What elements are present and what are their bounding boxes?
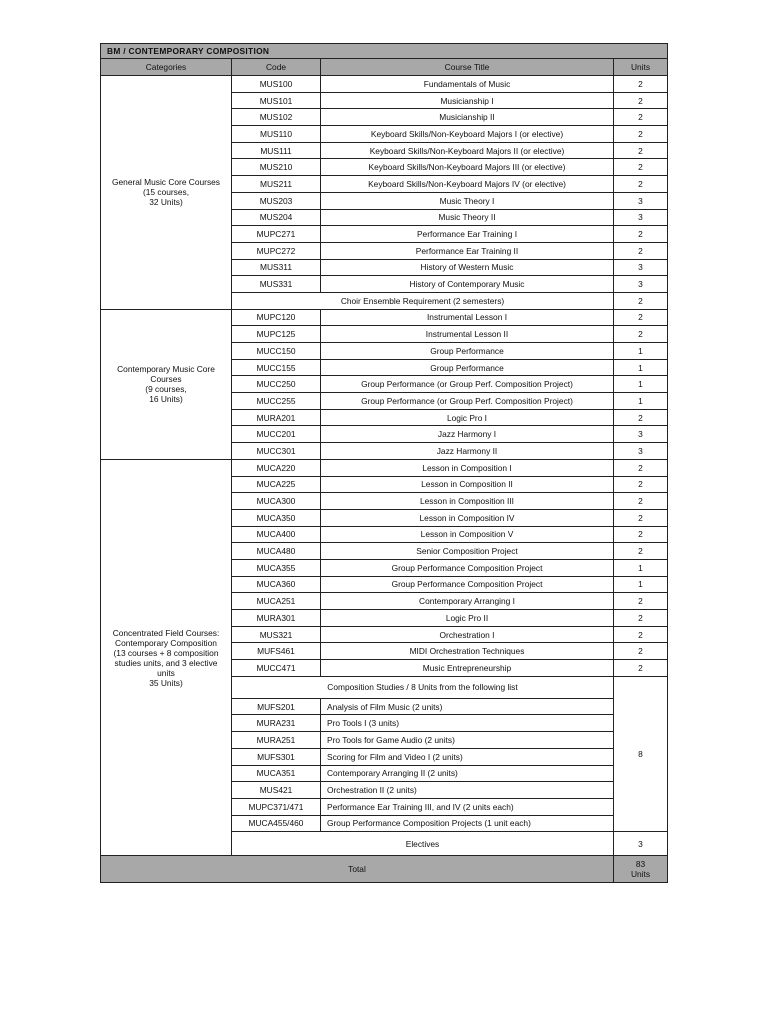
course-title: Keyboard Skills/Non-Keyboard Majors III (or elective) bbox=[321, 159, 614, 176]
course-units: 1 bbox=[614, 576, 668, 593]
course-units: 2 bbox=[614, 643, 668, 660]
course-units: 2 bbox=[614, 409, 668, 426]
course-code: MUS331 bbox=[232, 276, 321, 293]
course-code: MUS203 bbox=[232, 192, 321, 209]
course-title: History of Western Music bbox=[321, 259, 614, 276]
header-units: Units bbox=[614, 59, 668, 76]
course-title: Lesson in Composition II bbox=[321, 476, 614, 493]
total-units-line: Units bbox=[630, 869, 651, 880]
composition-studies-heading: Composition Studies / 8 Units from the following list bbox=[232, 676, 614, 698]
course-code: MUS110 bbox=[232, 126, 321, 143]
header-categories: Categories bbox=[101, 59, 232, 76]
course-title: History of Contemporary Music bbox=[321, 276, 614, 293]
course-units: 2 bbox=[614, 92, 668, 109]
course-code: MUCA360 bbox=[232, 576, 321, 593]
total-label: Total bbox=[101, 856, 614, 883]
course-units: 2 bbox=[614, 526, 668, 543]
course-title: Lesson in Composition III bbox=[321, 493, 614, 510]
course-units: 2 bbox=[614, 593, 668, 610]
category-line: 35 Units) bbox=[149, 677, 183, 688]
course-units: 1 bbox=[614, 559, 668, 576]
composition-studies-units: 8 bbox=[614, 676, 668, 832]
category-line: Courses bbox=[150, 374, 182, 385]
table-title-row bbox=[101, 44, 668, 59]
course-code: MURA231 bbox=[232, 715, 321, 732]
course-title: Group Performance bbox=[321, 359, 614, 376]
course-code: MUCA300 bbox=[232, 493, 321, 510]
course-title: Orchestration II (2 units) bbox=[321, 782, 614, 799]
course-code: MUCA355 bbox=[232, 559, 321, 576]
category-label bbox=[101, 309, 232, 459]
header-row bbox=[101, 59, 668, 76]
course-title: Musicianship I bbox=[321, 92, 614, 109]
course-title: Keyboard Skills/Non-Keyboard Majors I (or elective) bbox=[321, 126, 614, 143]
course-title: Music Entrepreneurship bbox=[321, 660, 614, 677]
course-title: Music Theory II bbox=[321, 209, 614, 226]
course-code: MURA301 bbox=[232, 610, 321, 627]
course-title: Keyboard Skills/Non-Keyboard Majors II (or elective) bbox=[321, 142, 614, 159]
category-line: units bbox=[157, 667, 175, 678]
course-title: Contemporary Arranging I bbox=[321, 593, 614, 610]
category-line: 16 Units) bbox=[149, 394, 183, 405]
course-code: MUFS301 bbox=[232, 748, 321, 765]
course-code: MUCA400 bbox=[232, 526, 321, 543]
course-units: 1 bbox=[614, 359, 668, 376]
table-row bbox=[101, 309, 668, 326]
course-code: MUPC272 bbox=[232, 242, 321, 259]
course-title: Orchestration I bbox=[321, 626, 614, 643]
course-title: Contemporary Arranging II (2 units) bbox=[321, 765, 614, 782]
course-units: 2 bbox=[614, 476, 668, 493]
course-code: MUS111 bbox=[232, 142, 321, 159]
category-line: General Music Core Courses bbox=[112, 177, 220, 188]
course-units: 2 bbox=[614, 626, 668, 643]
course-title: Lesson in Composition IV bbox=[321, 509, 614, 526]
course-code: MUCA351 bbox=[232, 765, 321, 782]
course-units: 3 bbox=[614, 276, 668, 293]
choir-requirement: Choir Ensemble Requirement (2 semesters) bbox=[232, 292, 614, 309]
course-code: MURA201 bbox=[232, 409, 321, 426]
course-code: MUFS461 bbox=[232, 643, 321, 660]
course-code: MUCC255 bbox=[232, 393, 321, 410]
course-units: 1 bbox=[614, 343, 668, 360]
course-title: Musicianship II bbox=[321, 109, 614, 126]
course-code: MUS210 bbox=[232, 159, 321, 176]
course-code: MUS204 bbox=[232, 209, 321, 226]
course-title: Group Performance Composition Project bbox=[321, 576, 614, 593]
course-units: 2 bbox=[614, 242, 668, 259]
course-code: MUS100 bbox=[232, 76, 321, 93]
course-code: MUS321 bbox=[232, 626, 321, 643]
course-units: 2 bbox=[614, 126, 668, 143]
course-title: Jazz Harmony I bbox=[321, 426, 614, 443]
electives-label: Electives bbox=[232, 832, 614, 856]
course-title: Jazz Harmony II bbox=[321, 443, 614, 460]
course-title: Lesson in Composition I bbox=[321, 459, 614, 476]
course-title: Instrumental Lesson II bbox=[321, 326, 614, 343]
course-title: Performance Ear Training III, and IV (2 units each) bbox=[321, 798, 614, 815]
course-title: Pro Tools for Game Audio (2 units) bbox=[321, 732, 614, 749]
course-code: MUCC301 bbox=[232, 443, 321, 460]
course-code: MUPC120 bbox=[232, 309, 321, 326]
course-code: MUPC125 bbox=[232, 326, 321, 343]
course-units: 2 bbox=[614, 509, 668, 526]
course-title: Logic Pro II bbox=[321, 610, 614, 627]
course-units: 3 bbox=[614, 209, 668, 226]
category-line: (13 courses + 8 composition bbox=[113, 647, 219, 658]
course-code: MUS311 bbox=[232, 259, 321, 276]
category-label bbox=[101, 459, 232, 855]
course-title: Logic Pro I bbox=[321, 409, 614, 426]
course-code: MUCA455/460 bbox=[232, 815, 321, 832]
course-units: 3 bbox=[614, 443, 668, 460]
course-code: MUS102 bbox=[232, 109, 321, 126]
course-units: 2 bbox=[614, 109, 668, 126]
course-code: MUCC155 bbox=[232, 359, 321, 376]
course-units: 3 bbox=[614, 259, 668, 276]
course-title: Analysis of Film Music (2 units) bbox=[321, 698, 614, 715]
course-units: 2 bbox=[614, 142, 668, 159]
course-title: Instrumental Lesson I bbox=[321, 309, 614, 326]
course-units: 2 bbox=[614, 176, 668, 193]
course-title: Music Theory I bbox=[321, 192, 614, 209]
course-units: 1 bbox=[614, 393, 668, 410]
course-units: 3 bbox=[614, 426, 668, 443]
category-line: (9 courses, bbox=[145, 384, 187, 395]
course-title: Fundamentals of Music bbox=[321, 76, 614, 93]
course-units: 2 bbox=[614, 543, 668, 560]
course-units: 2 bbox=[614, 292, 668, 309]
course-units: 2 bbox=[614, 459, 668, 476]
category-label bbox=[101, 76, 232, 310]
category-line: Contemporary Music Core bbox=[117, 364, 215, 375]
course-code: MUFS201 bbox=[232, 698, 321, 715]
course-title: Scoring for Film and Video I (2 units) bbox=[321, 748, 614, 765]
course-units: 3 bbox=[614, 192, 668, 209]
course-units: 2 bbox=[614, 610, 668, 627]
course-title: Performance Ear Training I bbox=[321, 226, 614, 243]
course-code: MUCC150 bbox=[232, 343, 321, 360]
total-units-line: 83 bbox=[635, 859, 646, 870]
course-title: Pro Tools I (3 units) bbox=[321, 715, 614, 732]
course-code: MURA251 bbox=[232, 732, 321, 749]
table-title: BM / CONTEMPORARY COMPOSITION bbox=[101, 44, 668, 59]
category-line: Concentrated Field Courses: bbox=[112, 627, 220, 638]
course-title: Group Performance (or Group Perf. Composition Project) bbox=[321, 376, 614, 393]
course-title: Group Performance Composition Projects (1 unit each) bbox=[321, 815, 614, 832]
course-code: MUS211 bbox=[232, 176, 321, 193]
course-title: Keyboard Skills/Non-Keyboard Majors IV (or elective) bbox=[321, 176, 614, 193]
table-row bbox=[101, 459, 668, 476]
course-code: MUS101 bbox=[232, 92, 321, 109]
course-units: 2 bbox=[614, 326, 668, 343]
course-code: MUCC471 bbox=[232, 660, 321, 677]
course-units: 2 bbox=[614, 309, 668, 326]
course-code: MUS421 bbox=[232, 782, 321, 799]
course-title: Performance Ear Training II bbox=[321, 242, 614, 259]
course-units: 1 bbox=[614, 376, 668, 393]
category-line: (15 courses, bbox=[142, 187, 190, 198]
course-code: MUCC250 bbox=[232, 376, 321, 393]
course-code: MUCC201 bbox=[232, 426, 321, 443]
course-title: Senior Composition Project bbox=[321, 543, 614, 560]
course-units: 2 bbox=[614, 493, 668, 510]
course-code: MUCA225 bbox=[232, 476, 321, 493]
category-line: studies units, and 3 elective bbox=[114, 657, 218, 668]
header-code: Code bbox=[232, 59, 321, 76]
header-course-title: Course Title bbox=[321, 59, 614, 76]
course-title: Group Performance bbox=[321, 343, 614, 360]
course-title: Group Performance Composition Project bbox=[321, 559, 614, 576]
course-units: 2 bbox=[614, 660, 668, 677]
course-code: MUCA350 bbox=[232, 509, 321, 526]
course-units: 2 bbox=[614, 159, 668, 176]
course-units: 3 bbox=[614, 832, 668, 856]
course-title: Group Performance (or Group Perf. Composition Project) bbox=[321, 393, 614, 410]
category-line: 32 Units) bbox=[149, 197, 183, 208]
course-title: Lesson in Composition V bbox=[321, 526, 614, 543]
degree-requirements-table bbox=[100, 43, 668, 883]
course-units: 2 bbox=[614, 226, 668, 243]
course-code: MUPC271 bbox=[232, 226, 321, 243]
course-code: MUCA251 bbox=[232, 593, 321, 610]
table-row bbox=[101, 76, 668, 93]
category-line: Contemporary Composition bbox=[115, 637, 217, 648]
total-row bbox=[101, 856, 668, 883]
course-code: MUPC371/471 bbox=[232, 798, 321, 815]
course-units: 2 bbox=[614, 76, 668, 93]
course-title: MIDI Orchestration Techniques bbox=[321, 643, 614, 660]
total-units bbox=[614, 856, 668, 883]
course-code: MUCA220 bbox=[232, 459, 321, 476]
course-code: MUCA480 bbox=[232, 543, 321, 560]
